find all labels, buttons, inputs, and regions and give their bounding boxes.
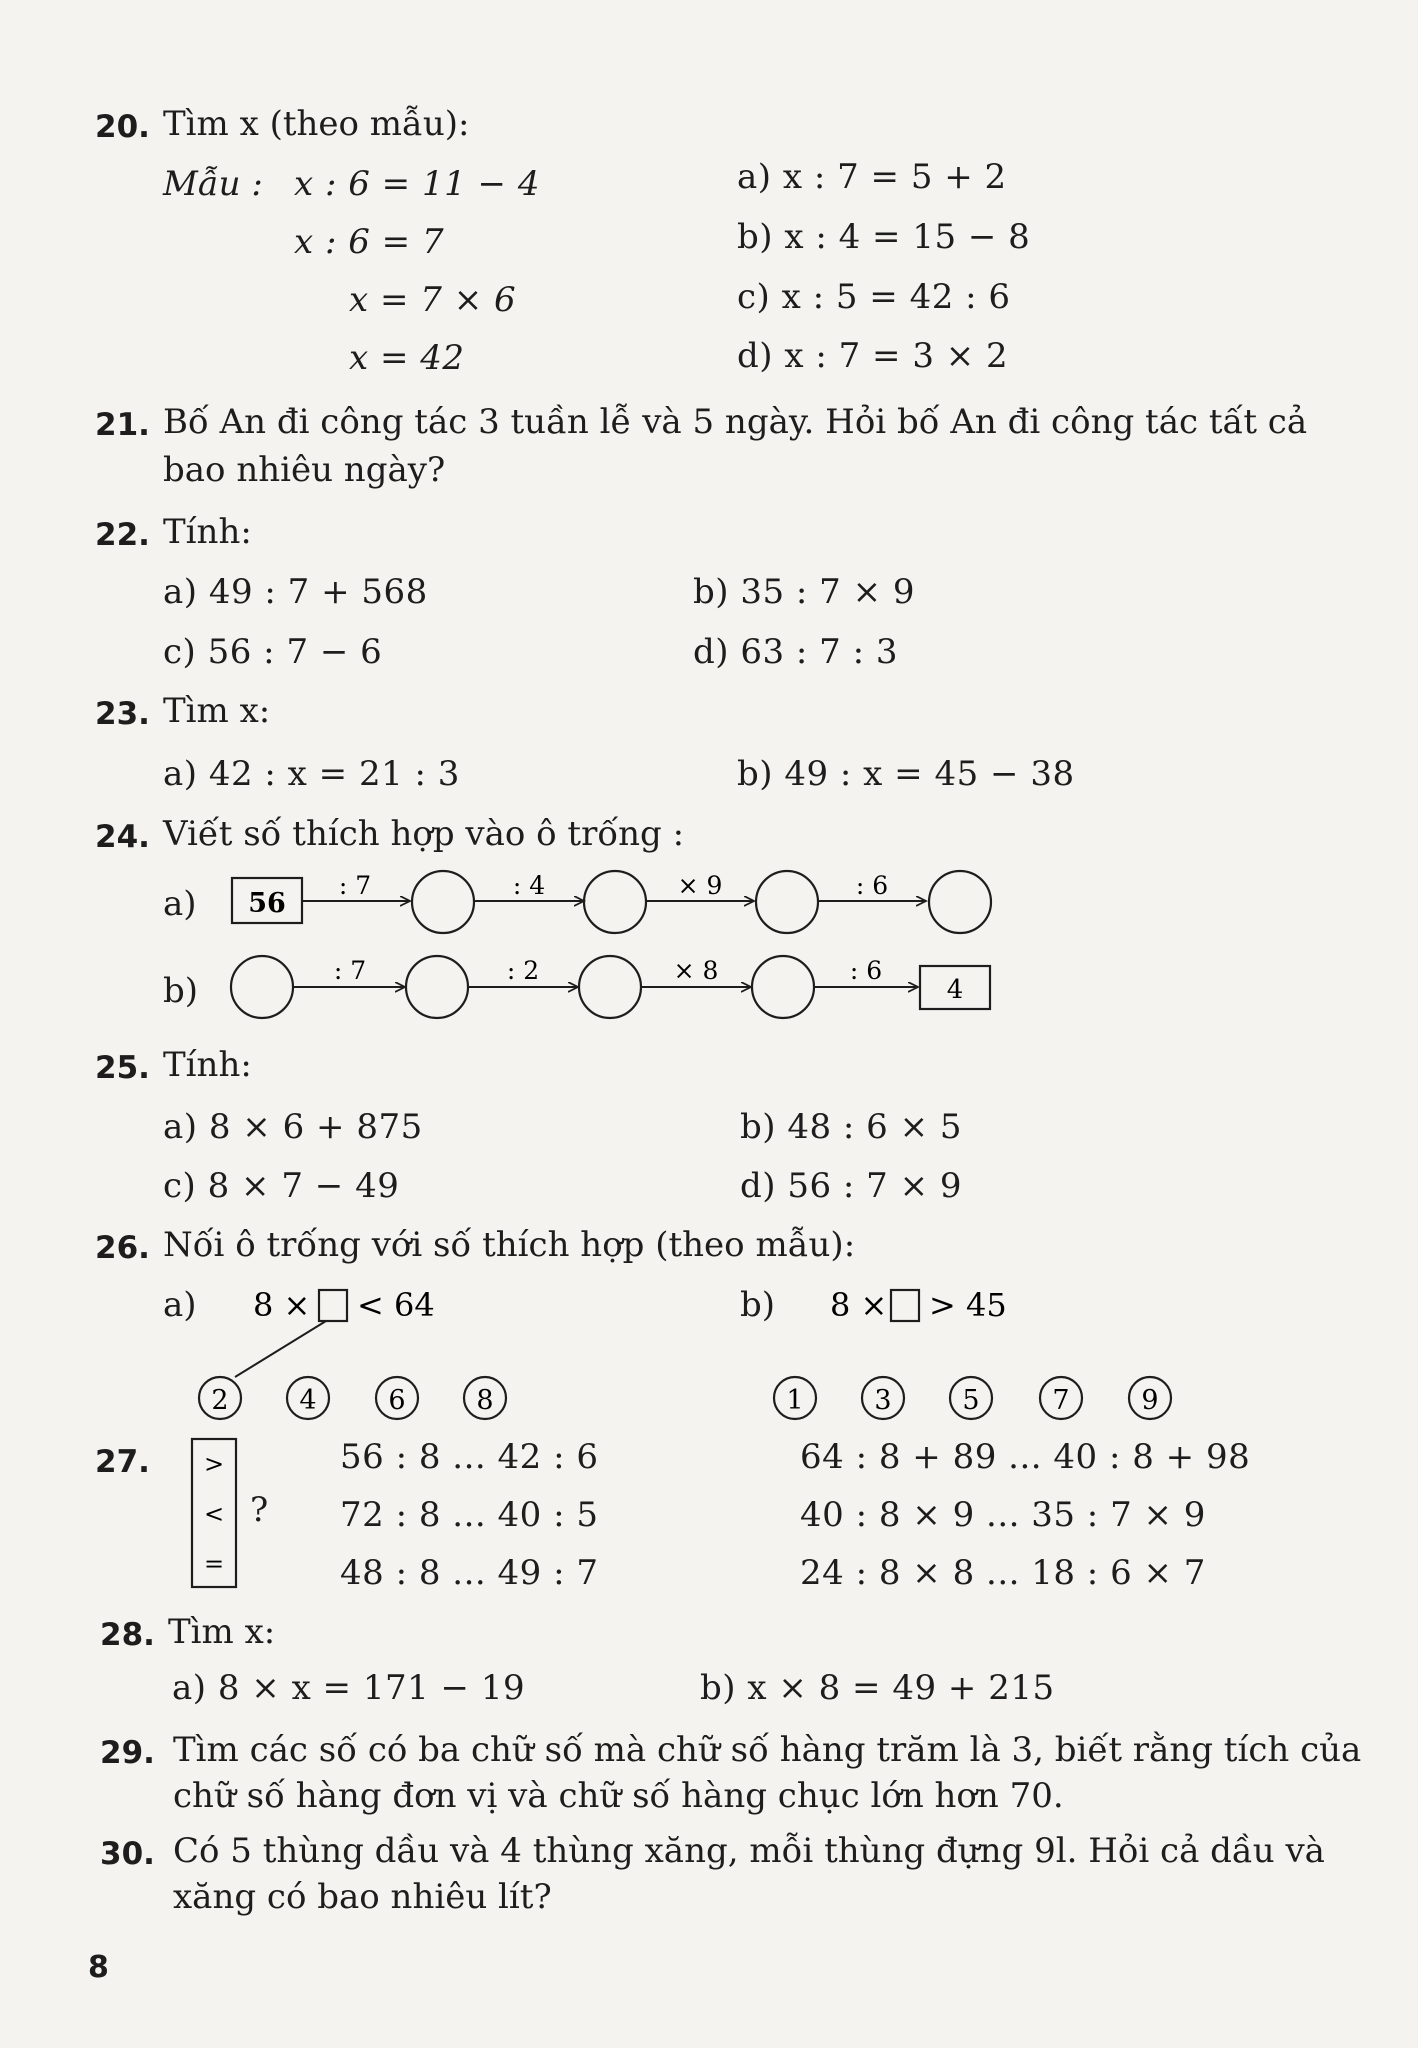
expression-left: 8 × <box>830 1286 888 1324</box>
matching-a <box>199 1286 506 1419</box>
exercise-item: b) x : 4 = 15 − 8 <box>737 217 1031 257</box>
question-number: 29. <box>100 1735 155 1771</box>
operation-label: : 2 <box>506 956 540 985</box>
empty-square[interactable] <box>891 1290 919 1321</box>
operation-label: × 9 <box>677 871 723 900</box>
circle-number: 4 <box>299 1385 317 1416</box>
question-title: Nối ô trống với số thích hợp (theo mẫu): <box>163 1225 856 1265</box>
row-label: a) <box>163 884 197 924</box>
circle-number: 1 <box>786 1385 804 1416</box>
question-title: Tìm x (theo mẫu): <box>163 104 470 144</box>
comparison-item: 72 : 8 ... 40 : 5 <box>340 1495 599 1535</box>
question-title: Viết số thích hợp vào ô trống : <box>163 814 685 854</box>
circle-number: 8 <box>476 1385 494 1416</box>
exercise-item: b) 49 : x = 45 − 38 <box>737 754 1075 794</box>
question-text: chữ số hàng đơn vị và chữ số hàng chục lớn hơn 70. <box>173 1776 1064 1816</box>
chain-a <box>232 871 991 933</box>
blank-circle[interactable] <box>929 871 991 933</box>
blank-circle[interactable] <box>406 956 468 1018</box>
question-number: 28. <box>100 1617 155 1653</box>
exercise-item: c) 56 : 7 − 6 <box>163 632 383 672</box>
row-label: b) <box>163 971 199 1011</box>
question-text: Tìm các số có ba chữ số mà chữ số hàng trăm là 3, biết rằng tích của <box>173 1730 1362 1770</box>
row-label: b) <box>740 1285 776 1325</box>
comparison-sign-box <box>192 1439 236 1587</box>
circle-number: 3 <box>874 1385 892 1416</box>
question-number: 23. <box>95 696 150 732</box>
exercise-item: a) 49 : 7 + 568 <box>163 572 428 612</box>
operation-label: × 8 <box>673 956 719 985</box>
operation-label: : 7 <box>338 871 372 900</box>
question-title: Tính: <box>163 1045 252 1085</box>
question-mark: ? <box>250 1490 269 1530</box>
exercise-item: b) 35 : 7 × 9 <box>693 572 916 612</box>
question-number: 22. <box>95 517 150 553</box>
operation-label: : 6 <box>855 871 889 900</box>
question-title: Tìm x: <box>163 691 271 731</box>
comparison-item: 56 : 8 ... 42 : 6 <box>340 1437 599 1477</box>
question-text: Bố An đi công tác 3 tuần lễ và 5 ngày. Hỏi bố An đi công tác tất cả <box>163 402 1308 442</box>
page-number: 8 <box>88 1950 109 1985</box>
exercise-item: a) 42 : x = 21 : 3 <box>163 754 460 794</box>
exercise-item: b) x × 8 = 49 + 215 <box>700 1668 1055 1708</box>
circle-number: 7 <box>1052 1385 1070 1416</box>
blank-circle[interactable] <box>412 871 474 933</box>
comparison-item: 48 : 8 ... 49 : 7 <box>340 1553 599 1593</box>
exercise-item: a) x : 7 = 5 + 2 <box>737 157 1007 197</box>
connector-line <box>235 1321 326 1377</box>
blank-circle[interactable] <box>756 871 818 933</box>
blank-circle[interactable] <box>584 871 646 933</box>
circle-number: 5 <box>962 1385 980 1416</box>
question-number: 26. <box>95 1230 150 1266</box>
exercise-item: a) 8 × 6 + 875 <box>163 1107 423 1147</box>
matching-b <box>774 1286 1171 1419</box>
empty-square[interactable] <box>319 1290 347 1321</box>
comparison-item: 40 : 8 × 9 ... 35 : 7 × 9 <box>800 1495 1206 1535</box>
comparison-item: 24 : 8 × 8 ... 18 : 6 × 7 <box>800 1553 1206 1593</box>
end-value: 4 <box>946 975 964 1005</box>
blank-circle[interactable] <box>231 956 293 1018</box>
sample-label: Mẫu : <box>163 164 263 204</box>
exercise-item: d) 63 : 7 : 3 <box>693 632 899 672</box>
sample-line: x = 7 × 6 <box>349 280 517 320</box>
question-number: 27. <box>95 1444 150 1480</box>
sign-greater: > <box>203 1450 225 1478</box>
circle-number: 9 <box>1141 1385 1159 1416</box>
question-text: bao nhiêu ngày? <box>163 450 446 490</box>
exercise-item: b) 48 : 6 × 5 <box>740 1107 963 1147</box>
operation-label: : 6 <box>849 956 883 985</box>
exercise-item: c) 8 × 7 − 49 <box>163 1166 400 1206</box>
exercise-item: d) 56 : 7 × 9 <box>740 1166 963 1206</box>
question-number: 25. <box>95 1050 150 1086</box>
expression-left: 8 × <box>253 1286 311 1324</box>
sample-line: x : 6 = 7 <box>294 222 445 262</box>
sample-line: x : 6 = 11 − 4 <box>294 164 540 204</box>
comparison-item: 64 : 8 + 89 ... 40 : 8 + 98 <box>800 1437 1251 1477</box>
question-number: 24. <box>95 819 150 855</box>
sign-equal: = <box>203 1550 225 1578</box>
question-number: 30. <box>100 1836 155 1872</box>
sign-less: < <box>203 1500 225 1528</box>
operation-label: : 7 <box>333 956 367 985</box>
question-number: 20. <box>95 109 150 145</box>
exercise-item: c) x : 5 = 42 : 6 <box>737 277 1011 317</box>
expression-right: > 45 <box>929 1286 1007 1324</box>
exercise-item: a) 8 × x = 171 − 19 <box>172 1668 526 1708</box>
blank-circle[interactable] <box>579 956 641 1018</box>
question-text: xăng có bao nhiêu lít? <box>173 1877 552 1917</box>
question-number: 21. <box>95 407 150 443</box>
exercise-item: d) x : 7 = 3 × 2 <box>737 336 1009 376</box>
blank-circle[interactable] <box>752 956 814 1018</box>
sample-line: x = 42 <box>349 338 465 378</box>
circle-number: 2 <box>211 1385 229 1416</box>
expression-right: < 64 <box>357 1286 435 1324</box>
operation-label: : 4 <box>512 871 546 900</box>
circle-number: 6 <box>388 1385 406 1416</box>
question-title: Tính: <box>163 512 252 552</box>
question-title: Tìm x: <box>168 1612 276 1652</box>
chain-b <box>231 956 990 1018</box>
question-text: Có 5 thùng dầu và 4 thùng xăng, mỗi thùng đựng 9l. Hỏi cả dầu và <box>173 1831 1325 1871</box>
start-value: 56 <box>248 888 286 919</box>
row-label: a) <box>163 1285 197 1325</box>
